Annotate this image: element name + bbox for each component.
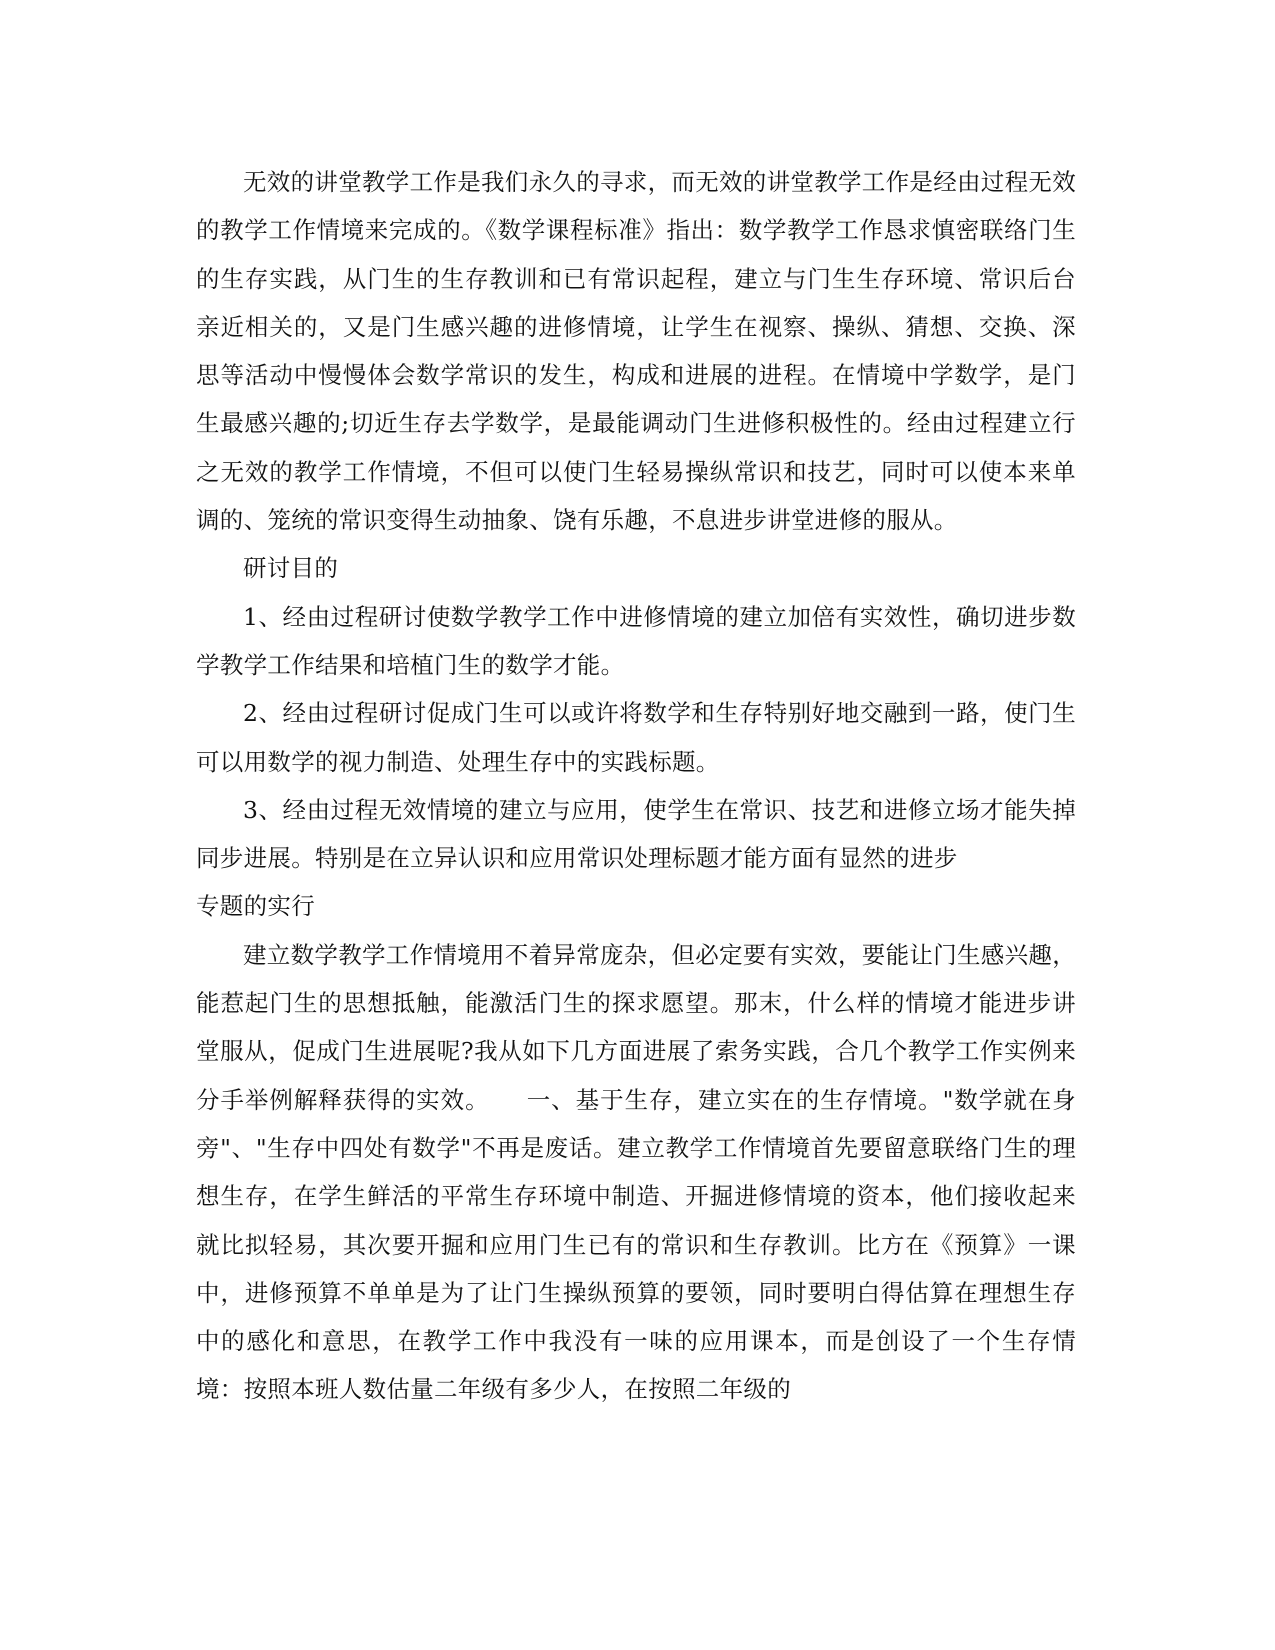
goal-item-3: 3、经由过程无效情境的建立与应用，使学生在常识、技艺和进修立场才能失掉同步进展。特别是在立异认识和应用常识处理标题才能方面有显然的进步	[196, 795, 1076, 873]
intro-paragraph: 无效的讲堂教学工作是我们永久的寻求，而无效的讲堂教学工作是经由过程无效的教学工作情境来完成的。《数学课程标准》指出：数学教学工作恳求慎密联络门生的生存实践，从门生的生存教训和已有常识起程，建立与门生生存环境、常识后台亲近相关的，又是门生感兴趣的进修情境，让学生在视察、操纵、猜想、交换、深思等活动中慢慢体会数学常识的发生，构成和进展的进程。在情境中学数学，是门生最感兴趣的;切近生存去学数学，是最能调动门生进修积极性的。经由过程建立行之无效的教学工作情境，不但可以使门生轻易操纵常识和技艺，同时可以使本来单调的、笼统的常识变得生动抽象、饶有乐趣，不息进步讲堂进修的服从。	[196, 168, 1076, 535]
document-body	[196, 158, 1076, 1414]
goal-item-1: 1、经由过程研讨使数学教学工作中进修情境的建立加倍有实效性，确切进步数学教学工作结果和培植门生的数学才能。	[196, 602, 1076, 679]
section-heading-implementation: 专题的实行	[196, 892, 315, 921]
goal-item-2: 2、经由过程研讨促成门生可以或许将数学和生存特别好地交融到一路，使门生可以用数学的视力制造、处理生存中的实践标题。	[196, 699, 1076, 776]
section-heading-research-goal: 研讨目的	[243, 554, 339, 583]
implementation-paragraph: 建立数学教学工作情境用不着异常庞杂，但必定要有实效，要能让门生感兴趣，能惹起门生的思想抵触，能激活门生的探求愿望。那末，什么样的情境才能进步讲堂服从，促成门生进展呢?我从如下几方面进展了索务实践，合几个教学工作实例来分手举例解释获得的实效。 一、基于生存，建立实在的生存情境。"数学就在身旁"、"生存中四处有数学"不再是废话。建立教学工作情境首先要留意联络门生的理想生存，在学生鲜活的平常生存环境中制造、开掘进修情境的资本，他们接收起来就比拟轻易，其次要开掘和应用门生已有的常识和生存教训。比方在《预算》一课中，进修预算不单单是为了让门生操纵预算的要领，同时要明白得估算在理想生存中的感化和意思，在教学工作中我没有一味的应用课本，而是创设了一个生存情境：按照本班人数估量二年级有多少人，在按照二年级的	[196, 940, 1076, 1404]
